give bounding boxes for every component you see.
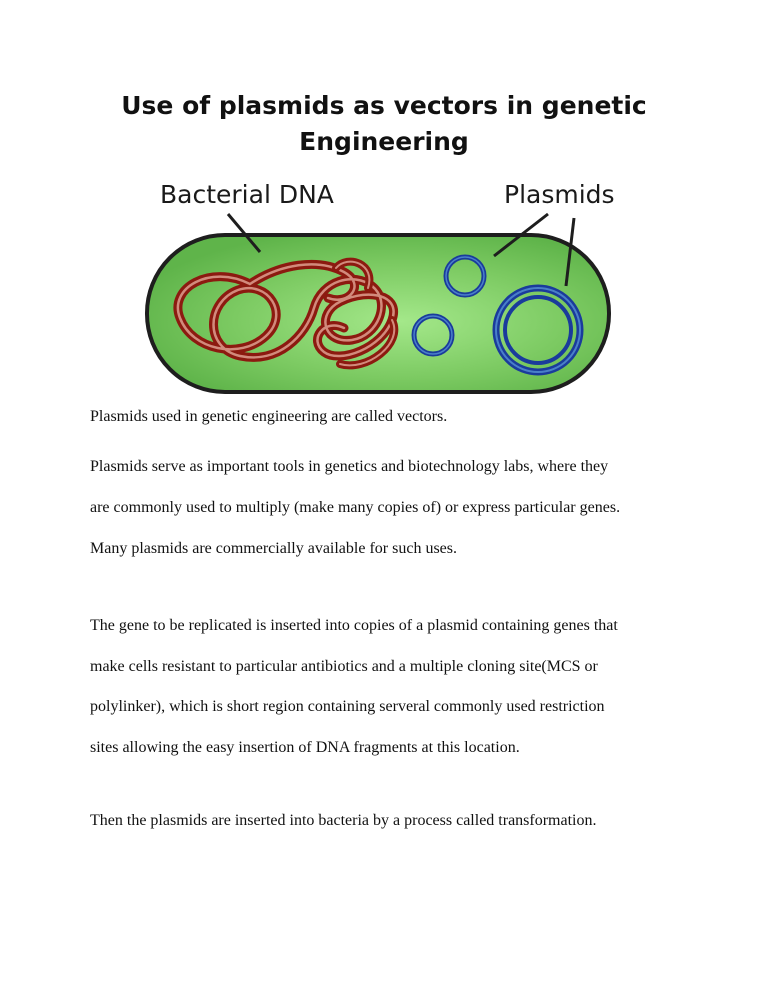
paragraph-line: are commonly used to multiply (make many copies of) or express particular genes. xyxy=(90,499,621,516)
paragraph-line: Many plasmids are commercially available for such uses. xyxy=(90,540,457,557)
paragraph-line: Plasmids used in genetic engineering are called vectors. xyxy=(90,408,448,425)
paragraph-line: The gene to be replicated is inserted into copies of a plasmid containing genes that xyxy=(90,617,618,634)
bacterium-diagram xyxy=(140,168,630,400)
paragraph-line: make cells resistant to particular antibiotics and a multiple cloning site(MCS or xyxy=(90,657,598,675)
paragraph-vectors xyxy=(90,407,690,427)
paragraph-transformation xyxy=(90,809,690,833)
title-line-1: Use of plasmids as vectors in genetic xyxy=(121,91,647,120)
paragraph-line: Then the plasmids are inserted into bacteria by a process called transformation. xyxy=(90,812,597,829)
paragraph-tools xyxy=(90,446,690,569)
paragraph-gene-insertion xyxy=(90,606,690,768)
paragraph-line: Plasmids serve as important tools in genetics and biotechnology labs, where they xyxy=(90,458,609,475)
paragraph-line: polylinker), which is short region containing serveral commonly used restriction xyxy=(90,698,605,715)
title-line-2: Engineering xyxy=(299,127,469,156)
page-title xyxy=(0,88,768,160)
paragraph-line: sites allowing the easy insertion of DNA fragments at this location. xyxy=(90,738,520,756)
bacterial-dna-label: Bacterial DNA xyxy=(160,180,334,209)
plasmids-label: Plasmids xyxy=(504,180,615,209)
